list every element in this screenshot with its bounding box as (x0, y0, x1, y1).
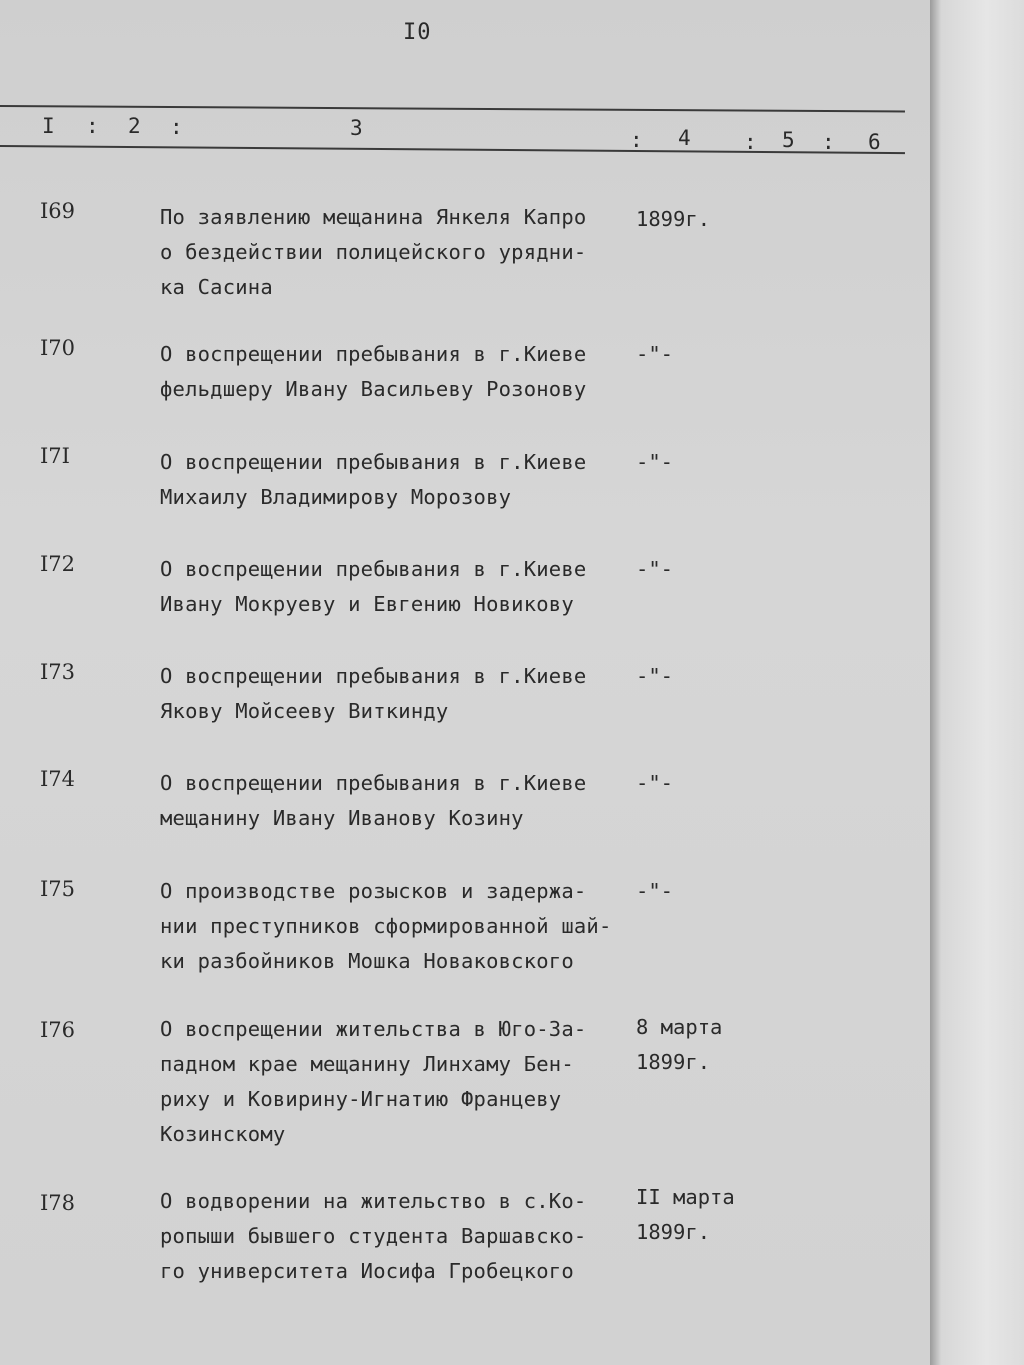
entry-description: О водворении на жительство в с.Ко- ропыши бывшего студента Варшавско- го университета Иосифа Гробецкого (160, 1189, 587, 1283)
entry-description: О воспрещении пребывания в г.Киеве мещанину Ивану Иванову Козину (160, 771, 587, 830)
entry-date: -"- (636, 879, 674, 903)
page-number: I0 (403, 20, 432, 45)
entry-number: I78 (40, 1191, 76, 1215)
entry-date: 8 марта 1899г. (636, 1015, 723, 1074)
column-separator: : (630, 128, 643, 152)
column-header-4: 4 (678, 126, 691, 150)
entry-description: О воспрещении пребывания в г.Киеве Михаилу Владимирову Морозову (160, 450, 587, 509)
entry-description: О производстве розысков и задержа- нии преступников сформированной шай- ки разбойников Мошка Новаковского (160, 879, 612, 973)
column-header-3: 3 (350, 116, 363, 140)
entry-date: -"- (636, 342, 674, 366)
column-separator: : (744, 130, 757, 154)
entry-number: I70 (40, 336, 76, 360)
entry-date: -"- (636, 771, 674, 795)
column-separator: : (822, 130, 835, 154)
entry-description: О воспрещении пребывания в г.Киеве фельдшеру Ивану Васильеву Розонову (160, 342, 587, 401)
column-separator: : (170, 115, 183, 139)
entry-description: По заявлению мещанина Янкеля Капро о бездействии полицейского урядни- ка Сасина (160, 205, 587, 299)
entry-number: I75 (40, 877, 76, 901)
entry-number: I74 (40, 767, 76, 791)
page-edge-shadow (930, 0, 1024, 1365)
entry-number: I76 (40, 1018, 76, 1042)
entry-date: -"- (636, 557, 674, 581)
entry-number: I73 (40, 660, 76, 684)
column-header-6: 6 (868, 130, 881, 154)
entry-date: II марта 1899г. (636, 1185, 735, 1244)
entry-date: -"- (636, 450, 674, 474)
column-separator: : (86, 114, 99, 138)
entry-description: О воспрещении пребывания в г.Киеве Якову Мойсееву Виткинду (160, 664, 587, 723)
column-header-5: 5 (782, 128, 795, 152)
entry-number: I69 (40, 199, 76, 223)
entry-description: О воспрещении жительства в Юго-За- падном крае мещанину Линхаму Бен- риху и Ковирину-Игнатию Францеву Козинскому (160, 1017, 587, 1146)
entry-description: О воспрещении пребывания в г.Киеве Ивану Мокруеву и Евгению Новикову (160, 557, 587, 616)
column-header-1: I (42, 114, 55, 138)
entry-number: I72 (40, 552, 76, 576)
entry-date: -"- (636, 664, 674, 688)
column-header-2: 2 (128, 114, 141, 138)
entry-number: I7I (40, 444, 70, 468)
entry-date: 1899г. (636, 207, 711, 231)
